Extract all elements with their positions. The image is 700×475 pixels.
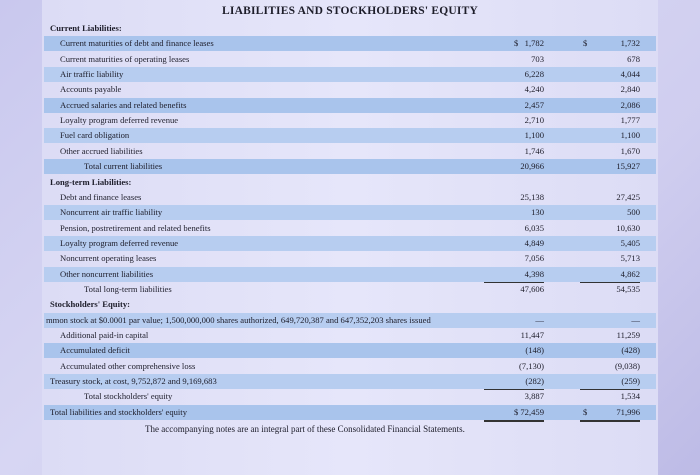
table-row bbox=[44, 221, 656, 236]
row-label: Treasury stock, at cost, 9,752,872 and 9,169,683 bbox=[50, 376, 217, 387]
value-2022: 1,670 bbox=[580, 144, 640, 160]
value-2022: 2,086 bbox=[620, 99, 640, 110]
table-row bbox=[44, 205, 656, 220]
row-label: Other noncurrent liabilities bbox=[60, 268, 154, 279]
table-row bbox=[44, 82, 656, 97]
row-label: Loyalty program deferred revenue bbox=[60, 237, 179, 248]
value-2023: 4,398 bbox=[484, 267, 544, 283]
table-row bbox=[44, 313, 656, 328]
table-row bbox=[44, 144, 656, 159]
value-2023: 1,746 bbox=[484, 144, 544, 160]
row-label: Current maturities of operating leases bbox=[60, 53, 190, 64]
table-row bbox=[44, 236, 656, 251]
value-2023: 1,100 bbox=[524, 130, 544, 141]
table-row bbox=[44, 328, 656, 343]
value-2022: 4,044 bbox=[620, 69, 640, 80]
value-2023: 6,035 bbox=[524, 222, 544, 233]
value-2022: 10,630 bbox=[616, 222, 640, 233]
row-label: Accrued salaries and related benefits bbox=[60, 99, 187, 110]
value-2022: 1,732 bbox=[620, 38, 640, 49]
value-2023: 130 bbox=[531, 207, 544, 218]
table-row bbox=[44, 267, 656, 282]
table-row bbox=[44, 389, 656, 404]
currency-symbol-2023: $ bbox=[514, 406, 519, 417]
row-label: Total long-term liabilities bbox=[84, 283, 172, 294]
value-2022: 1,534 bbox=[620, 391, 640, 402]
row-label: Fuel card obligation bbox=[60, 130, 130, 141]
value-2023: 3,887 bbox=[524, 391, 544, 402]
table-row bbox=[44, 113, 656, 128]
table-row bbox=[44, 36, 656, 51]
value-2022: (9,038) bbox=[614, 360, 640, 371]
value-2022: 71,996 bbox=[580, 405, 640, 422]
value-2022: 1,777 bbox=[620, 115, 640, 126]
row-label: Stockholders' Equity: bbox=[50, 299, 130, 310]
row-label: Accumulated deficit bbox=[60, 345, 130, 356]
value-2023: (148) bbox=[525, 345, 544, 356]
row-label: Total liabilities and stockholders' equity bbox=[50, 406, 187, 417]
value-2022: 5,405 bbox=[620, 237, 640, 248]
value-2023: 7,056 bbox=[524, 253, 544, 264]
currency-symbol-2022: $ bbox=[583, 406, 588, 417]
value-2022: 2,840 bbox=[620, 84, 640, 95]
table-row bbox=[44, 98, 656, 113]
row-label: Debt and finance leases bbox=[60, 191, 142, 202]
row-label: Accumulated other comprehensive loss bbox=[60, 360, 196, 371]
value-2023: (282) bbox=[484, 374, 544, 390]
value-2023: 11,447 bbox=[520, 330, 544, 340]
row-label: mmon stock at $0.0001 par value; 1,500,000,000 shares authorized, 649,720,387 and 647,352,203 shares issued bbox=[46, 314, 431, 325]
table-row bbox=[44, 52, 656, 67]
value-2023: 20,966 bbox=[520, 161, 544, 172]
table-row bbox=[44, 251, 656, 266]
row-label: Current Liabilities: bbox=[50, 23, 122, 33]
value-2023: 4,849 bbox=[524, 237, 544, 248]
table-row bbox=[44, 21, 656, 36]
statement-title: LIABILITIES AND STOCKHOLDERS' EQUITY bbox=[222, 5, 478, 17]
value-2022: 54,535 bbox=[616, 283, 640, 294]
row-label: Long-term Liabilities: bbox=[50, 176, 132, 187]
row-label: Current maturities of debt and finance leases bbox=[60, 38, 214, 49]
table-row bbox=[44, 67, 656, 82]
footnote: The accompanying notes are an integral part of these Consolidated Financial Statements. bbox=[145, 424, 465, 434]
row-label: Pension, postretirement and related benefits bbox=[60, 222, 211, 233]
value-2023: 2,710 bbox=[524, 115, 544, 126]
value-2023: 25,138 bbox=[520, 191, 544, 202]
value-2022: 11,259 bbox=[616, 330, 640, 340]
table-row bbox=[44, 159, 656, 174]
value-2022: 500 bbox=[627, 207, 640, 218]
value-2023: 703 bbox=[531, 53, 544, 64]
table-row bbox=[44, 405, 656, 420]
value-2022: (428) bbox=[621, 345, 640, 356]
table-row bbox=[44, 128, 656, 143]
table-row bbox=[44, 190, 656, 205]
value-2023: 2,457 bbox=[524, 99, 544, 110]
value-2023: 47,606 bbox=[520, 283, 544, 294]
value-2022: 5,713 bbox=[620, 253, 640, 264]
table-row bbox=[44, 282, 656, 297]
table-row bbox=[44, 343, 656, 358]
value-2023: (7,130) bbox=[518, 360, 544, 371]
value-2023: — bbox=[535, 314, 544, 325]
row-label: Noncurrent air traffic liability bbox=[60, 207, 163, 218]
value-2022: — bbox=[631, 314, 640, 325]
value-2023: 4,240 bbox=[524, 84, 544, 95]
row-label: Accounts payable bbox=[60, 84, 122, 95]
value-2023: 72,459 bbox=[484, 405, 544, 422]
row-label: Loyalty program deferred revenue bbox=[60, 115, 179, 126]
value-2022: 4,862 bbox=[580, 267, 640, 283]
table-row bbox=[44, 359, 656, 374]
value-2023: 1,782 bbox=[524, 38, 544, 49]
row-label: Noncurrent operating leases bbox=[60, 253, 157, 264]
table-row bbox=[44, 175, 656, 190]
value-2023: 6,228 bbox=[524, 69, 544, 80]
row-label: Total stockholders' equity bbox=[84, 391, 173, 402]
table-row bbox=[44, 297, 656, 312]
value-2022: 27,425 bbox=[616, 191, 640, 202]
row-label: Total current liabilities bbox=[84, 161, 163, 172]
currency-symbol-2023: $ bbox=[514, 38, 519, 49]
row-label: Other accrued liabilities bbox=[60, 145, 143, 156]
table-row bbox=[44, 374, 656, 389]
row-label: Air traffic liability bbox=[60, 69, 124, 80]
value-2022: 15,927 bbox=[616, 161, 640, 172]
row-label: Additional paid-in capital bbox=[60, 330, 149, 340]
value-2022: (259) bbox=[580, 374, 640, 390]
value-2022: 1,100 bbox=[620, 130, 640, 141]
currency-symbol-2022: $ bbox=[583, 38, 588, 49]
value-2022: 678 bbox=[627, 53, 640, 64]
